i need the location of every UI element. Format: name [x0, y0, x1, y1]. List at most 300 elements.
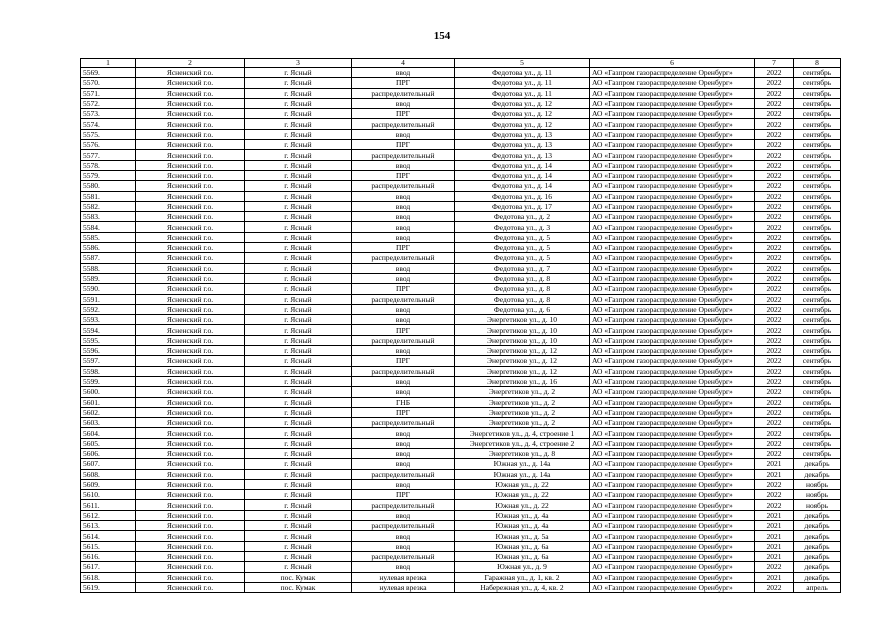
year-cell: 2022	[755, 88, 794, 98]
table-row	[81, 304, 841, 314]
month-cell: декабрь	[794, 469, 841, 479]
address-cell: Федотова ул., д. 6	[455, 304, 590, 314]
organization-cell: АО «Газпром газораспределение Оренбург»	[590, 407, 755, 417]
locality-cell: г. Ясный	[245, 150, 352, 160]
month-cell: ноябрь	[794, 490, 841, 500]
year-cell: 2022	[755, 243, 794, 253]
address-cell: Энергетиков ул., д. 2	[455, 387, 590, 397]
district-cell: Ясненский г.о.	[136, 407, 245, 417]
address-cell: Южная ул., д. 6а	[455, 541, 590, 551]
year-cell: 2022	[755, 253, 794, 263]
row-number: 5578.	[81, 160, 136, 170]
table-row	[81, 366, 841, 376]
address-cell: Энергетиков ул., д. 2	[455, 418, 590, 428]
row-number: 5602.	[81, 407, 136, 417]
month-cell: сентябрь	[794, 98, 841, 108]
locality-cell: г. Ясный	[245, 387, 352, 397]
pipeline-type-cell: нулевая врезка	[352, 582, 455, 592]
organization-cell: АО «Газпром газораспределение Оренбург»	[590, 376, 755, 386]
pipeline-type-cell: ввод	[352, 212, 455, 222]
year-cell: 2022	[755, 273, 794, 283]
year-cell: 2022	[755, 78, 794, 88]
row-number: 5576.	[81, 140, 136, 150]
pipeline-type-cell: распределительный	[352, 500, 455, 510]
table-row	[81, 170, 841, 180]
locality-cell: г. Ясный	[245, 119, 352, 129]
address-cell: Энергетиков ул., д. 4, строение 1	[455, 428, 590, 438]
district-cell: Ясненский г.о.	[136, 170, 245, 180]
locality-cell: г. Ясный	[245, 68, 352, 78]
table-row	[81, 562, 841, 572]
locality-cell: г. Ясный	[245, 253, 352, 263]
row-number: 5592.	[81, 304, 136, 314]
year-cell: 2022	[755, 109, 794, 119]
column-header-2: 2	[136, 59, 245, 68]
month-cell: сентябрь	[794, 119, 841, 129]
address-cell: Федотова ул., д. 11	[455, 88, 590, 98]
address-cell: Федотова ул., д. 5	[455, 253, 590, 263]
organization-cell: АО «Газпром газораспределение Оренбург»	[590, 201, 755, 211]
organization-cell: АО «Газпром газораспределение Оренбург»	[590, 356, 755, 366]
month-cell: сентябрь	[794, 428, 841, 438]
year-cell: 2022	[755, 212, 794, 222]
year-cell: 2022	[755, 294, 794, 304]
table-row	[81, 181, 841, 191]
month-cell: сентябрь	[794, 273, 841, 283]
locality-cell: г. Ясный	[245, 294, 352, 304]
organization-cell: АО «Газпром газораспределение Оренбург»	[590, 191, 755, 201]
address-cell: Энергетиков ул., д. 2	[455, 407, 590, 417]
district-cell: Ясненский г.о.	[136, 294, 245, 304]
organization-cell: АО «Газпром газораспределение Оренбург»	[590, 88, 755, 98]
table-row	[81, 325, 841, 335]
row-number: 5616.	[81, 551, 136, 561]
locality-cell: г. Ясный	[245, 346, 352, 356]
district-cell: Ясненский г.о.	[136, 448, 245, 458]
district-cell: Ясненский г.о.	[136, 346, 245, 356]
table-row	[81, 150, 841, 160]
address-cell: Энергетиков ул., д. 16	[455, 376, 590, 386]
pipeline-type-cell: распределительный	[352, 469, 455, 479]
pipeline-type-cell: ввод	[352, 438, 455, 448]
month-cell: сентябрь	[794, 356, 841, 366]
row-number: 5612.	[81, 510, 136, 520]
row-number: 5617.	[81, 562, 136, 572]
organization-cell: АО «Газпром газораспределение Оренбург»	[590, 129, 755, 139]
pipeline-type-cell: распределительный	[352, 335, 455, 345]
locality-cell: г. Ясный	[245, 541, 352, 551]
row-number: 5579.	[81, 170, 136, 180]
pipeline-type-cell: распределительный	[352, 119, 455, 129]
district-cell: Ясненский г.о.	[136, 325, 245, 335]
locality-cell: г. Ясный	[245, 407, 352, 417]
pipeline-type-cell: ввод	[352, 191, 455, 201]
row-number: 5580.	[81, 181, 136, 191]
table-row	[81, 448, 841, 458]
year-cell: 2022	[755, 418, 794, 428]
month-cell: декабрь	[794, 541, 841, 551]
organization-cell: АО «Газпром газораспределение Оренбург»	[590, 68, 755, 78]
address-cell: Федотова ул., д. 17	[455, 201, 590, 211]
district-cell: Ясненский г.о.	[136, 150, 245, 160]
organization-cell: АО «Газпром газораспределение Оренбург»	[590, 479, 755, 489]
month-cell: сентябрь	[794, 294, 841, 304]
pipeline-type-cell: распределительный	[352, 551, 455, 561]
organization-cell: АО «Газпром газораспределение Оренбург»	[590, 521, 755, 531]
month-cell: апрель	[794, 582, 841, 592]
pipeline-type-cell: ввод	[352, 263, 455, 273]
month-cell: сентябрь	[794, 366, 841, 376]
address-cell: Южная ул., д. 6а	[455, 551, 590, 561]
locality-cell: пос. Кумак	[245, 582, 352, 592]
table-row	[81, 459, 841, 469]
locality-cell: г. Ясный	[245, 469, 352, 479]
address-cell: Федотова ул., д. 8	[455, 284, 590, 294]
address-cell: Энергетиков ул., д. 8	[455, 448, 590, 458]
row-number: 5585.	[81, 232, 136, 242]
year-cell: 2022	[755, 232, 794, 242]
district-cell: Ясненский г.о.	[136, 140, 245, 150]
organization-cell: АО «Газпром газораспределение Оренбург»	[590, 490, 755, 500]
month-cell: сентябрь	[794, 129, 841, 139]
locality-cell: г. Ясный	[245, 376, 352, 386]
year-cell: 2022	[755, 98, 794, 108]
row-number: 5569.	[81, 68, 136, 78]
pipeline-type-cell: распределительный	[352, 88, 455, 98]
year-cell: 2022	[755, 325, 794, 335]
table-body	[81, 68, 841, 593]
table-row	[81, 469, 841, 479]
district-cell: Ясненский г.о.	[136, 418, 245, 428]
district-cell: Ясненский г.о.	[136, 68, 245, 78]
month-cell: сентябрь	[794, 191, 841, 201]
month-cell: сентябрь	[794, 212, 841, 222]
row-number: 5606.	[81, 448, 136, 458]
district-cell: Ясненский г.о.	[136, 78, 245, 88]
locality-cell: г. Ясный	[245, 325, 352, 335]
table-row	[81, 572, 841, 582]
pipeline-type-cell: ввод	[352, 232, 455, 242]
organization-cell: АО «Газпром газораспределение Оренбург»	[590, 315, 755, 325]
year-cell: 2022	[755, 68, 794, 78]
organization-cell: АО «Газпром газораспределение Оренбург»	[590, 170, 755, 180]
organization-cell: АО «Газпром газораспределение Оренбург»	[590, 387, 755, 397]
locality-cell: пос. Кумак	[245, 572, 352, 582]
organization-cell: АО «Газпром газораспределение Оренбург»	[590, 531, 755, 541]
pipeline-type-cell: распределительный	[352, 150, 455, 160]
column-header-5: 5	[455, 59, 590, 68]
organization-cell: АО «Газпром газораспределение Оренбург»	[590, 243, 755, 253]
row-number: 5610.	[81, 490, 136, 500]
table-row	[81, 397, 841, 407]
pipeline-type-cell: ввод	[352, 459, 455, 469]
address-cell: Федотова ул., д. 8	[455, 294, 590, 304]
locality-cell: г. Ясный	[245, 397, 352, 407]
pipeline-type-cell: нулевая врезка	[352, 572, 455, 582]
row-number: 5582.	[81, 201, 136, 211]
table-row	[81, 191, 841, 201]
month-cell: сентябрь	[794, 397, 841, 407]
organization-cell: АО «Газпром газораспределение Оренбург»	[590, 222, 755, 232]
table-row	[81, 541, 841, 551]
organization-cell: АО «Газпром газораспределение Оренбург»	[590, 346, 755, 356]
row-number: 5608.	[81, 469, 136, 479]
district-cell: Ясненский г.о.	[136, 129, 245, 139]
organization-cell: АО «Газпром газораспределение Оренбург»	[590, 448, 755, 458]
month-cell: сентябрь	[794, 284, 841, 294]
row-number: 5603.	[81, 418, 136, 428]
pipeline-type-cell: ввод	[352, 160, 455, 170]
row-number: 5591.	[81, 294, 136, 304]
district-cell: Ясненский г.о.	[136, 315, 245, 325]
organization-cell: АО «Газпром газораспределение Оренбург»	[590, 253, 755, 263]
pipeline-type-cell: распределительный	[352, 294, 455, 304]
district-cell: Ясненский г.о.	[136, 582, 245, 592]
month-cell: сентябрь	[794, 140, 841, 150]
address-cell: Федотова ул., д. 5	[455, 243, 590, 253]
organization-cell: АО «Газпром газораспределение Оренбург»	[590, 582, 755, 592]
pipeline-type-cell: ПРГ	[352, 356, 455, 366]
locality-cell: г. Ясный	[245, 222, 352, 232]
month-cell: сентябрь	[794, 325, 841, 335]
year-cell: 2022	[755, 438, 794, 448]
row-number: 5601.	[81, 397, 136, 407]
pipeline-type-cell: распределительный	[352, 181, 455, 191]
month-cell: сентябрь	[794, 160, 841, 170]
month-cell: сентябрь	[794, 304, 841, 314]
pipeline-type-cell: распределительный	[352, 418, 455, 428]
address-cell: Энергетиков ул., д. 10	[455, 315, 590, 325]
address-cell: Гаражная ул., д. 1, кв. 2	[455, 572, 590, 582]
table-row	[81, 531, 841, 541]
year-cell: 2021	[755, 541, 794, 551]
year-cell: 2021	[755, 551, 794, 561]
year-cell: 2022	[755, 150, 794, 160]
address-cell: Энергетиков ул., д. 4, строение 2	[455, 438, 590, 448]
address-cell: Федотова ул., д. 13	[455, 150, 590, 160]
row-number: 5573.	[81, 109, 136, 119]
row-number: 5593.	[81, 315, 136, 325]
table-row	[81, 212, 841, 222]
organization-cell: АО «Газпром газораспределение Оренбург»	[590, 335, 755, 345]
address-cell: Федотова ул., д. 12	[455, 119, 590, 129]
locality-cell: г. Ясный	[245, 500, 352, 510]
address-cell: Федотова ул., д. 12	[455, 109, 590, 119]
row-number: 5619.	[81, 582, 136, 592]
table-row	[81, 418, 841, 428]
row-number: 5581.	[81, 191, 136, 201]
pipeline-type-cell: ПРГ	[352, 325, 455, 335]
address-cell: Федотова ул., д. 2	[455, 212, 590, 222]
locality-cell: г. Ясный	[245, 201, 352, 211]
locality-cell: г. Ясный	[245, 181, 352, 191]
address-cell: Набережная ул., д. 4, кв. 2	[455, 582, 590, 592]
year-cell: 2022	[755, 376, 794, 386]
table-row	[81, 129, 841, 139]
locality-cell: г. Ясный	[245, 479, 352, 489]
month-cell: декабрь	[794, 459, 841, 469]
row-number: 5584.	[81, 222, 136, 232]
row-number: 5577.	[81, 150, 136, 160]
pipeline-type-cell: ПРГ	[352, 284, 455, 294]
address-cell: Федотова ул., д. 3	[455, 222, 590, 232]
table-row	[81, 232, 841, 242]
year-cell: 2022	[755, 582, 794, 592]
year-cell: 2022	[755, 119, 794, 129]
row-number: 5594.	[81, 325, 136, 335]
address-cell: Южная ул., д. 5а	[455, 531, 590, 541]
locality-cell: г. Ясный	[245, 191, 352, 201]
locality-cell: г. Ясный	[245, 510, 352, 520]
row-number: 5600.	[81, 387, 136, 397]
address-cell: Южная ул., д. 9	[455, 562, 590, 572]
address-cell: Энергетиков ул., д. 12	[455, 356, 590, 366]
table-row	[81, 376, 841, 386]
organization-cell: АО «Газпром газораспределение Оренбург»	[590, 273, 755, 283]
table-row	[81, 273, 841, 283]
row-number: 5575.	[81, 129, 136, 139]
district-cell: Ясненский г.о.	[136, 490, 245, 500]
row-number: 5607.	[81, 459, 136, 469]
table-row	[81, 490, 841, 500]
address-cell: Федотова ул., д. 14	[455, 181, 590, 191]
row-number: 5586.	[81, 243, 136, 253]
organization-cell: АО «Газпром газораспределение Оренбург»	[590, 541, 755, 551]
organization-cell: АО «Газпром газораспределение Оренбург»	[590, 500, 755, 510]
pipeline-type-cell: ПРГ	[352, 490, 455, 500]
locality-cell: г. Ясный	[245, 98, 352, 108]
month-cell: сентябрь	[794, 88, 841, 98]
organization-cell: АО «Газпром газораспределение Оренбург»	[590, 294, 755, 304]
pipeline-type-cell: ввод	[352, 98, 455, 108]
pipeline-type-cell: распределительный	[352, 366, 455, 376]
organization-cell: АО «Газпром газораспределение Оренбург»	[590, 263, 755, 273]
year-cell: 2022	[755, 140, 794, 150]
year-cell: 2022	[755, 562, 794, 572]
district-cell: Ясненский г.о.	[136, 428, 245, 438]
month-cell: сентябрь	[794, 232, 841, 242]
district-cell: Ясненский г.о.	[136, 243, 245, 253]
month-cell: сентябрь	[794, 346, 841, 356]
row-number: 5604.	[81, 428, 136, 438]
locality-cell: г. Ясный	[245, 109, 352, 119]
organization-cell: АО «Газпром газораспределение Оренбург»	[590, 418, 755, 428]
row-number: 5609.	[81, 479, 136, 489]
table-row	[81, 521, 841, 531]
year-cell: 2022	[755, 428, 794, 438]
row-number: 5595.	[81, 335, 136, 345]
month-cell: сентябрь	[794, 109, 841, 119]
organization-cell: АО «Газпром газораспределение Оренбург»	[590, 325, 755, 335]
address-cell: Федотова ул., д. 14	[455, 170, 590, 180]
organization-cell: АО «Газпром газораспределение Оренбург»	[590, 181, 755, 191]
pipeline-type-cell: ввод	[352, 315, 455, 325]
year-cell: 2022	[755, 160, 794, 170]
locality-cell: г. Ясный	[245, 212, 352, 222]
district-cell: Ясненский г.о.	[136, 572, 245, 582]
address-cell: Южная ул., д. 22	[455, 500, 590, 510]
month-cell: сентябрь	[794, 335, 841, 345]
table-row	[81, 109, 841, 119]
year-cell: 2022	[755, 407, 794, 417]
row-number: 5587.	[81, 253, 136, 263]
table-row	[81, 253, 841, 263]
row-number: 5613.	[81, 521, 136, 531]
organization-cell: АО «Газпром газораспределение Оренбург»	[590, 428, 755, 438]
pipeline-type-cell: распределительный	[352, 253, 455, 263]
year-cell: 2022	[755, 448, 794, 458]
table-row	[81, 88, 841, 98]
year-cell: 2021	[755, 459, 794, 469]
pipeline-type-cell: ввод	[352, 346, 455, 356]
organization-cell: АО «Газпром газораспределение Оренбург»	[590, 366, 755, 376]
locality-cell: г. Ясный	[245, 129, 352, 139]
row-number: 5605.	[81, 438, 136, 448]
month-cell: ноябрь	[794, 500, 841, 510]
address-cell: Энергетиков ул., д. 12	[455, 346, 590, 356]
row-number: 5571.	[81, 88, 136, 98]
address-cell: Южная ул., д. 14а	[455, 459, 590, 469]
table-row	[81, 201, 841, 211]
locality-cell: г. Ясный	[245, 521, 352, 531]
row-number: 5599.	[81, 376, 136, 386]
locality-cell: г. Ясный	[245, 551, 352, 561]
locality-cell: г. Ясный	[245, 88, 352, 98]
district-cell: Ясненский г.о.	[136, 469, 245, 479]
month-cell: декабрь	[794, 531, 841, 541]
year-cell: 2022	[755, 479, 794, 489]
locality-cell: г. Ясный	[245, 160, 352, 170]
district-cell: Ясненский г.о.	[136, 119, 245, 129]
year-cell: 2022	[755, 315, 794, 325]
month-cell: декабрь	[794, 510, 841, 520]
locality-cell: г. Ясный	[245, 428, 352, 438]
organization-cell: АО «Газпром газораспределение Оренбург»	[590, 119, 755, 129]
year-cell: 2022	[755, 191, 794, 201]
table-row	[81, 551, 841, 561]
page-number: 154	[433, 30, 451, 42]
locality-cell: г. Ясный	[245, 140, 352, 150]
row-number: 5618.	[81, 572, 136, 582]
month-cell: сентябрь	[794, 407, 841, 417]
year-cell: 2022	[755, 397, 794, 407]
organization-cell: АО «Газпром газораспределение Оренбург»	[590, 510, 755, 520]
organization-cell: АО «Газпром газораспределение Оренбург»	[590, 397, 755, 407]
pipeline-type-cell: ввод	[352, 387, 455, 397]
year-cell: 2022	[755, 284, 794, 294]
pipeline-type-cell: ввод	[352, 479, 455, 489]
pipeline-type-cell: ГНБ	[352, 397, 455, 407]
locality-cell: г. Ясный	[245, 356, 352, 366]
row-number: 5615.	[81, 541, 136, 551]
column-header-4: 4	[352, 59, 455, 68]
district-cell: Ясненский г.о.	[136, 366, 245, 376]
locality-cell: г. Ясный	[245, 335, 352, 345]
table-row	[81, 346, 841, 356]
column-header-8: 8	[794, 59, 841, 68]
organization-cell: АО «Газпром газораспределение Оренбург»	[590, 551, 755, 561]
month-cell: сентябрь	[794, 78, 841, 88]
table-row	[81, 98, 841, 108]
address-cell: Энергетиков ул., д. 10	[455, 335, 590, 345]
row-number: 5588.	[81, 263, 136, 273]
year-cell: 2021	[755, 531, 794, 541]
table-row	[81, 479, 841, 489]
month-cell: сентябрь	[794, 181, 841, 191]
district-cell: Ясненский г.о.	[136, 222, 245, 232]
year-cell: 2022	[755, 500, 794, 510]
pipeline-type-cell: ПРГ	[352, 170, 455, 180]
